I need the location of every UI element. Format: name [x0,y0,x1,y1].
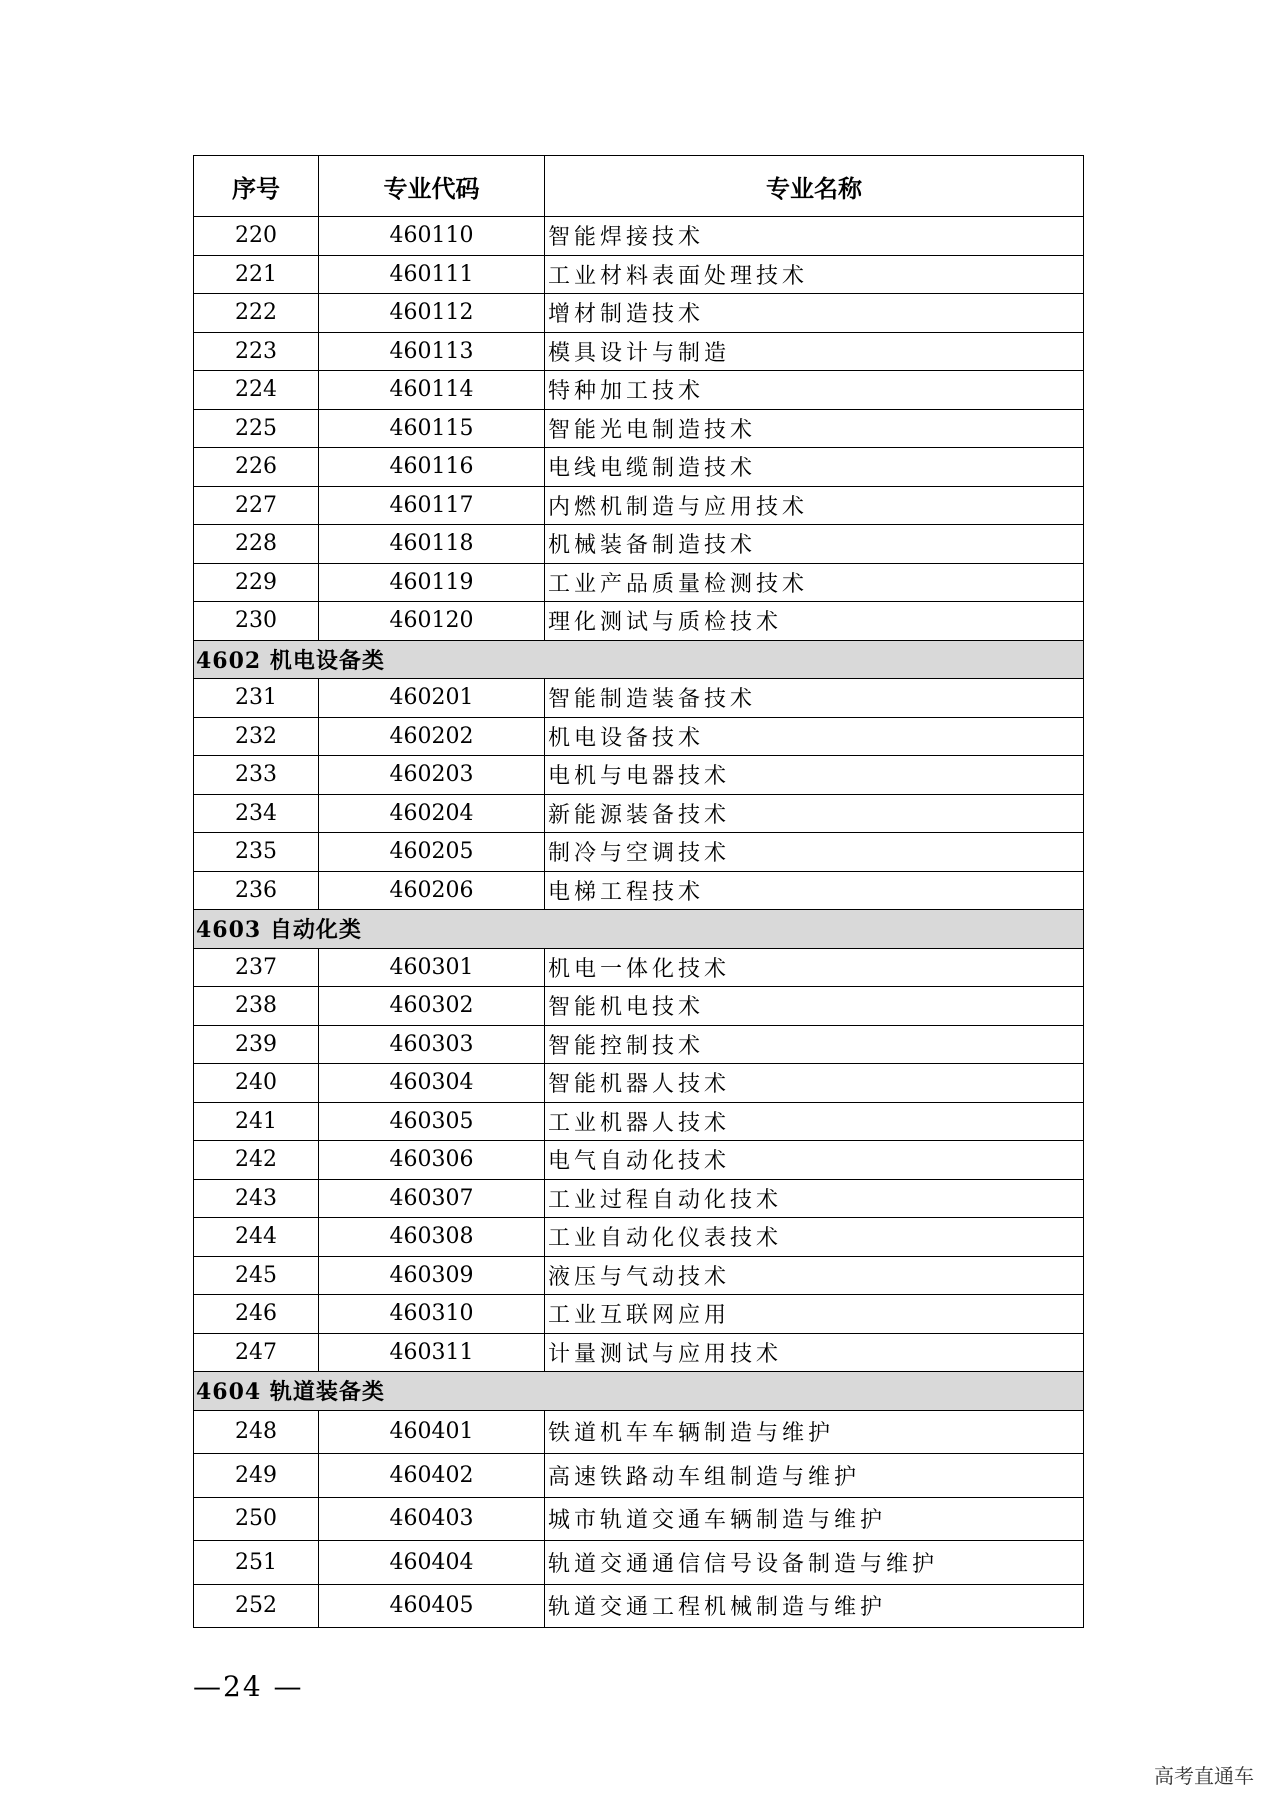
header-major-name: 专业名称 [545,156,1084,217]
table-row [194,525,1084,564]
serial-number-cell: 239 [194,1025,319,1064]
major-name-cell: 工业互联网应用 [545,1295,1084,1334]
major-name-cell: 智能焊接技术 [545,217,1084,256]
major-code-cell: 460309 [319,1256,545,1295]
major-name-cell: 智能光电制造技术 [545,409,1084,448]
major-name-cell: 铁道机车车辆制造与维护 [545,1410,1084,1454]
major-code-cell: 460307 [319,1179,545,1218]
category-row [194,640,1084,679]
table-row [194,871,1084,910]
table-row [194,1064,1084,1103]
major-code-cell: 460401 [319,1410,545,1454]
serial-number-cell: 235 [194,833,319,872]
major-name-cell: 内燃机制造与应用技术 [545,486,1084,525]
major-code-cell: 460202 [319,717,545,756]
serial-number-cell: 240 [194,1064,319,1103]
serial-number-cell: 225 [194,409,319,448]
serial-number-cell: 246 [194,1295,319,1334]
major-code-cell: 460118 [319,525,545,564]
major-name-cell: 计量测试与应用技术 [545,1333,1084,1372]
major-name-cell: 新能源装备技术 [545,794,1084,833]
serial-number-cell: 245 [194,1256,319,1295]
header-major-code: 专业代码 [319,156,545,217]
major-name-cell: 工业产品质量检测技术 [545,563,1084,602]
table-row [194,833,1084,872]
major-name-cell: 工业自动化仪表技术 [545,1218,1084,1257]
major-code-cell: 460302 [319,987,545,1026]
category-label: 4604 轨道装备类 [194,1372,1084,1411]
major-code-cell: 460405 [319,1584,545,1628]
major-code-cell: 460114 [319,371,545,410]
table-row [194,679,1084,718]
table-header-row [194,156,1084,217]
major-code-cell: 460402 [319,1454,545,1498]
table-row [194,255,1084,294]
serial-number-cell: 223 [194,332,319,371]
table-body [194,217,1084,1628]
major-code-cell: 460403 [319,1497,545,1541]
major-name-cell: 智能机器人技术 [545,1064,1084,1103]
major-name-cell: 机电设备技术 [545,717,1084,756]
major-name-cell: 电气自动化技术 [545,1141,1084,1180]
major-name-cell: 机械装备制造技术 [545,525,1084,564]
major-name-cell: 轨道交通通信信号设备制造与维护 [545,1541,1084,1585]
serial-number-cell: 229 [194,563,319,602]
table-row [194,294,1084,333]
major-code-cell: 460311 [319,1333,545,1372]
serial-number-cell: 232 [194,717,319,756]
table-row [194,717,1084,756]
serial-number-cell: 249 [194,1454,319,1498]
table-row [194,1141,1084,1180]
major-code-cell: 460112 [319,294,545,333]
table-row [194,1295,1084,1334]
major-code-cell: 460117 [319,486,545,525]
table-row [194,1025,1084,1064]
major-name-cell: 高速铁路动车组制造与维护 [545,1454,1084,1498]
major-name-cell: 机电一体化技术 [545,948,1084,987]
table-row [194,756,1084,795]
major-name-cell: 智能制造装备技术 [545,679,1084,718]
table-row [194,602,1084,641]
table-row [194,948,1084,987]
table-row [194,1541,1084,1585]
major-name-cell: 模具设计与制造 [545,332,1084,371]
major-code-cell: 460205 [319,833,545,872]
major-code-cell: 460310 [319,1295,545,1334]
category-label: 4602 机电设备类 [194,640,1084,679]
category-row [194,1372,1084,1411]
major-name-cell: 轨道交通工程机械制造与维护 [545,1584,1084,1628]
serial-number-cell: 228 [194,525,319,564]
table-row [194,371,1084,410]
table-row [194,1410,1084,1454]
category-label: 4603 自动化类 [194,910,1084,949]
table-row [194,1256,1084,1295]
major-name-cell: 电机与电器技术 [545,756,1084,795]
serial-number-cell: 238 [194,987,319,1026]
major-code-cell: 460201 [319,679,545,718]
table-row [194,1584,1084,1628]
table-row [194,563,1084,602]
serial-number-cell: 237 [194,948,319,987]
major-name-cell: 工业过程自动化技术 [545,1179,1084,1218]
table-row [194,1454,1084,1498]
serial-number-cell: 244 [194,1218,319,1257]
table-row [194,486,1084,525]
table-row [194,1179,1084,1218]
serial-number-cell: 222 [194,294,319,333]
serial-number-cell: 243 [194,1179,319,1218]
major-code-cell: 460120 [319,602,545,641]
table-row [194,1218,1084,1257]
major-code-cell: 460404 [319,1541,545,1585]
table-row [194,409,1084,448]
table-row [194,794,1084,833]
header-serial-number: 序号 [194,156,319,217]
major-name-cell: 智能机电技术 [545,987,1084,1026]
major-name-cell: 城市轨道交通车辆制造与维护 [545,1497,1084,1541]
major-name-cell: 理化测试与质检技术 [545,602,1084,641]
serial-number-cell: 224 [194,371,319,410]
major-name-cell: 制冷与空调技术 [545,833,1084,872]
major-code-cell: 460203 [319,756,545,795]
serial-number-cell: 234 [194,794,319,833]
serial-number-cell: 242 [194,1141,319,1180]
major-catalog-table [193,155,1084,1628]
serial-number-cell: 220 [194,217,319,256]
serial-number-cell: 227 [194,486,319,525]
major-code-cell: 460113 [319,332,545,371]
serial-number-cell: 230 [194,602,319,641]
major-code-cell: 460111 [319,255,545,294]
serial-number-cell: 251 [194,1541,319,1585]
serial-number-cell: 250 [194,1497,319,1541]
page-number: —24 — [193,1670,304,1703]
table-row [194,1497,1084,1541]
table-row [194,448,1084,487]
watermark: 高考直通车 [1154,1764,1254,1788]
major-name-cell: 智能控制技术 [545,1025,1084,1064]
major-code-cell: 460301 [319,948,545,987]
major-name-cell: 液压与气动技术 [545,1256,1084,1295]
major-code-cell: 460303 [319,1025,545,1064]
major-code-cell: 460308 [319,1218,545,1257]
table-row [194,332,1084,371]
major-name-cell: 电线电缆制造技术 [545,448,1084,487]
serial-number-cell: 241 [194,1102,319,1141]
major-code-cell: 460304 [319,1064,545,1103]
major-code-cell: 460305 [319,1102,545,1141]
table-row [194,1333,1084,1372]
major-name-cell: 工业材料表面处理技术 [545,255,1084,294]
major-name-cell: 工业机器人技术 [545,1102,1084,1141]
table-row [194,987,1084,1026]
major-name-cell: 增材制造技术 [545,294,1084,333]
category-row [194,910,1084,949]
major-code-cell: 460116 [319,448,545,487]
major-code-cell: 460306 [319,1141,545,1180]
serial-number-cell: 252 [194,1584,319,1628]
major-code-cell: 460110 [319,217,545,256]
serial-number-cell: 231 [194,679,319,718]
serial-number-cell: 247 [194,1333,319,1372]
major-code-cell: 460119 [319,563,545,602]
table-row [194,217,1084,256]
serial-number-cell: 221 [194,255,319,294]
serial-number-cell: 226 [194,448,319,487]
serial-number-cell: 233 [194,756,319,795]
major-code-cell: 460204 [319,794,545,833]
serial-number-cell: 236 [194,871,319,910]
table-row [194,1102,1084,1141]
major-code-cell: 460206 [319,871,545,910]
major-name-cell: 电梯工程技术 [545,871,1084,910]
major-code-cell: 460115 [319,409,545,448]
serial-number-cell: 248 [194,1410,319,1454]
major-name-cell: 特种加工技术 [545,371,1084,410]
